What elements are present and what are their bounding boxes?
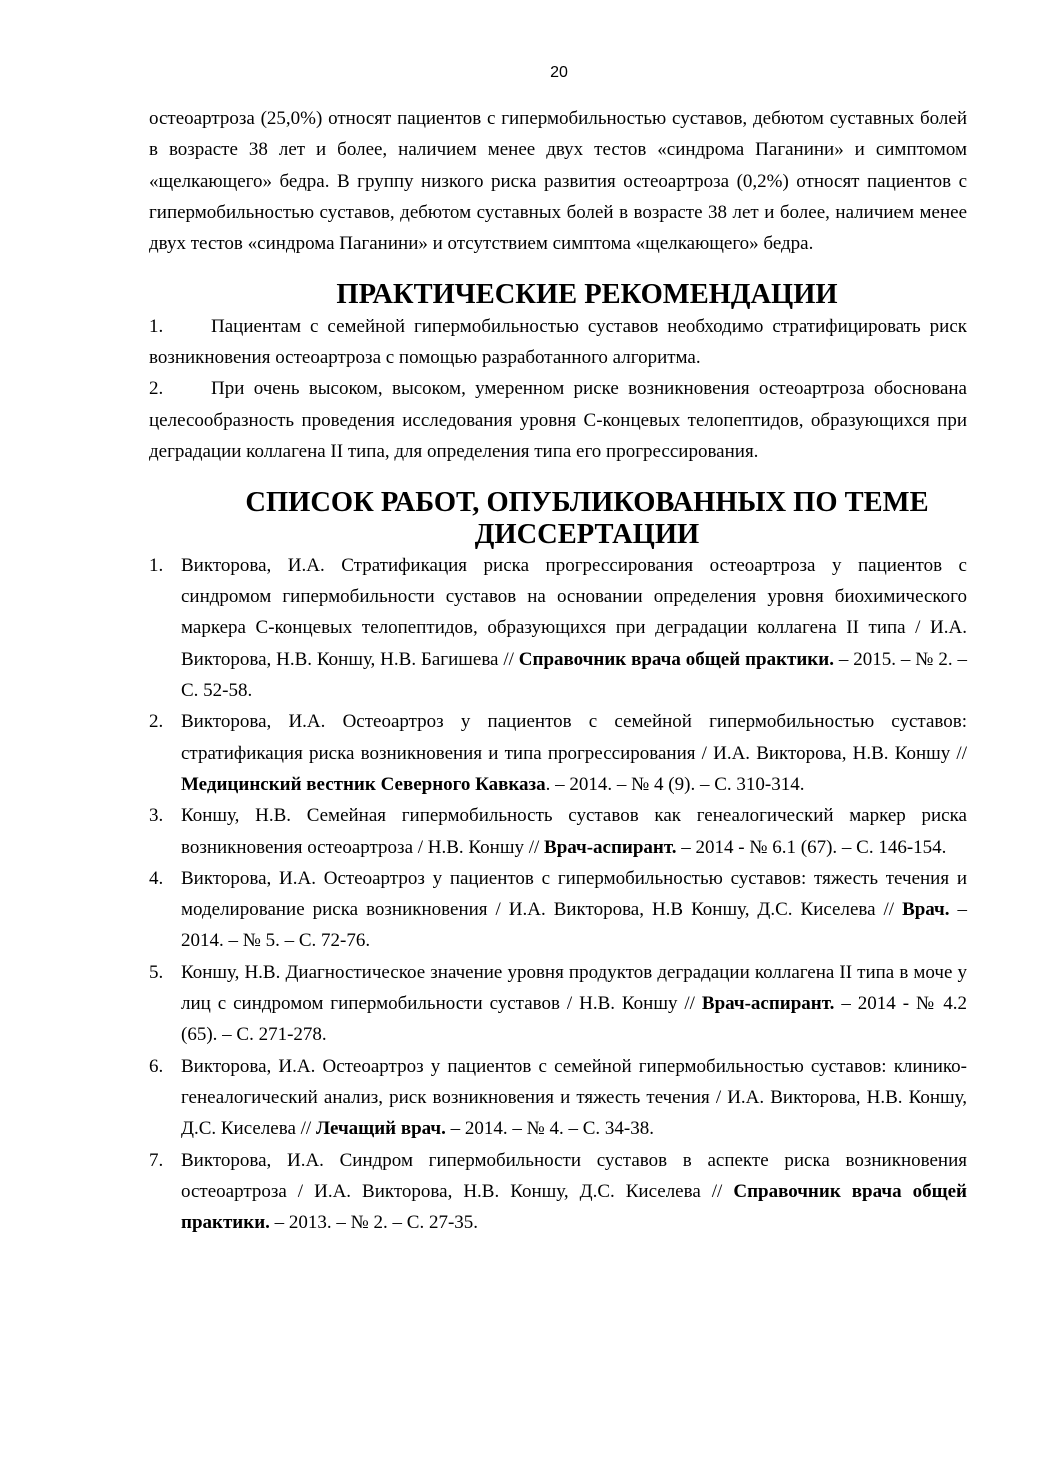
publication-number: 7. bbox=[149, 1149, 164, 1171]
publication-journal: Врач-аспирант. bbox=[701, 993, 835, 1015]
publication-authors-title: Викторова, И.А. Остеоартроз у пациентов с семейной гипермобильностью суставов: клинико-генеалогический анализ, риск возникновения и тяжесть течения / И.А. Викторова, Н.В. Коншу, Д.С. Киселева // bbox=[181, 1055, 967, 1140]
publication-authors-title: Викторова, И.А. Остеоартроз у пациентов с семейной гипермобильностью суставов: стратификация риска возникновения и типа прогрессирования / И.А. Викторова, Н.В. Коншу // bbox=[181, 711, 967, 764]
publication-journal: Врач. bbox=[902, 899, 950, 921]
publication-item bbox=[149, 957, 967, 1051]
publication-authors-title: Коншу, Н.В. Диагностическое значение уровня продуктов деградации коллагена II типа в моче у лиц с синдромом гипермобильности суставов / Н.В. Коншу // bbox=[181, 961, 967, 1015]
recommendation-item bbox=[149, 373, 967, 467]
page-number: 20 bbox=[550, 64, 568, 81]
recommendations-list bbox=[149, 311, 967, 467]
publication-details: . – 2014. – № 4 (9). – С. 310-314. bbox=[545, 773, 805, 795]
publication-item bbox=[149, 863, 967, 957]
publication-item bbox=[149, 1145, 967, 1239]
publication-authors-title: Коншу, Н.В. Семейная гипермобильность суставов как генеалогический маркер риска возникновения остеоартроза / Н.В. Коншу // bbox=[181, 805, 967, 858]
publications-heading: СПИСОК РАБОТ, ОПУБЛИКОВАННЫХ ПО ТЕМЕ ДИССЕРТАЦИИ bbox=[245, 487, 929, 550]
publication-journal: Справочник врача общей практики. bbox=[181, 1180, 967, 1234]
publication-details: – 2014 - № 6.1 (67). – С. 146-154. bbox=[676, 836, 947, 858]
publication-journal: Справочник врача общей практики. bbox=[518, 648, 834, 670]
publication-authors-title: Викторова, И.А. Остеоартроз у пациентов с гипермобильностью суставов: тяжесть течения и моделирование риска возникновения / И.А. Викторова, Н.В Коншу, Д.С. Киселева // bbox=[181, 867, 967, 921]
publication-authors-title: Викторова, И.А. Стратификация риска прогрессирования остеоартроза у пациентов с синдромом гипермобильности суставов на основании определения уровня биохимического маркера С-концевых телопептидов, образующихся при деградации коллагена II типа / И.А. Викторова, Н.В. Коншу, Н.В. Багишева // bbox=[181, 554, 967, 670]
intro-paragraph: остеоартроза (25,0%) относят пациентов с гипермобильностью суставов, дебютом суставных болей в возрасте 38 лет и более, наличием менее двух тестов «синдрома Паганини» и симптомом «щелкающего» бедра. В группу низкого риска развития остеоартроза (0,2%) относят пациентов с гипермобильностью суставов, дебютом суставных болей в возрасте 38 лет и более, наличием менее двух тестов «синдрома Паганини» и отсутствием симптома «щелкающего» бедра. bbox=[149, 108, 967, 255]
publication-journal: Лечащий врач. bbox=[315, 1118, 446, 1140]
recommendation-text: При очень высоком, высоком, умеренном риске возникновения остеоартроза обоснована целесообразность проведения исследования уровня С-концевых телопептидов, образующихся при деградации коллагена II типа, для определения типа его прогрессирования. bbox=[149, 378, 967, 462]
publication-item bbox=[149, 1051, 967, 1145]
publication-details: – 2013. – № 2. – С. 27-35. bbox=[269, 1212, 479, 1234]
publication-item bbox=[149, 706, 967, 800]
publication-journal: Врач-аспирант. bbox=[544, 836, 677, 858]
publication-details: – 2014. – № 5. – С. 72-76. bbox=[181, 899, 967, 952]
publication-journal: Медицинский вестник Северного Кавказа bbox=[181, 773, 546, 795]
publication-details: – 2015. – № 2. – С. 52-58. bbox=[181, 648, 967, 702]
publication-details: – 2014. – № 4. – С. 34-38. bbox=[445, 1118, 655, 1140]
recommendation-text: Пациентам с семейной гипермобильностью суставов необходимо стратифицировать риск возникновения остеоартроза с помощью разработанного алгоритма. bbox=[149, 315, 967, 369]
publication-authors-title: Викторова, И.А. Синдром гипермобильности суставов в аспекте риска возникновения остеоартроза / И.А. Викторова, Н.В. Коншу, Д.С. Киселева // bbox=[181, 1149, 967, 1202]
publication-number: 4. bbox=[149, 867, 164, 889]
publication-number: 5. bbox=[149, 961, 164, 983]
publication-details: – 2014 - № 4.2 (65). – С. 271-278. bbox=[181, 993, 967, 1046]
publication-number: 3. bbox=[149, 805, 164, 827]
publication-number: 6. bbox=[149, 1055, 164, 1077]
publication-number: 1. bbox=[149, 554, 164, 576]
publications-list bbox=[149, 550, 967, 1239]
recommendation-item bbox=[149, 311, 967, 374]
recommendations-heading: ПРАКТИЧЕСКИЕ РЕКОМЕНДАЦИИ bbox=[336, 279, 838, 311]
document-body bbox=[149, 103, 967, 1238]
recommendation-number: 2. bbox=[149, 378, 164, 400]
publication-item bbox=[149, 800, 967, 863]
publication-item bbox=[149, 550, 967, 706]
recommendation-number: 1. bbox=[149, 315, 164, 337]
publication-number: 2. bbox=[149, 711, 164, 733]
